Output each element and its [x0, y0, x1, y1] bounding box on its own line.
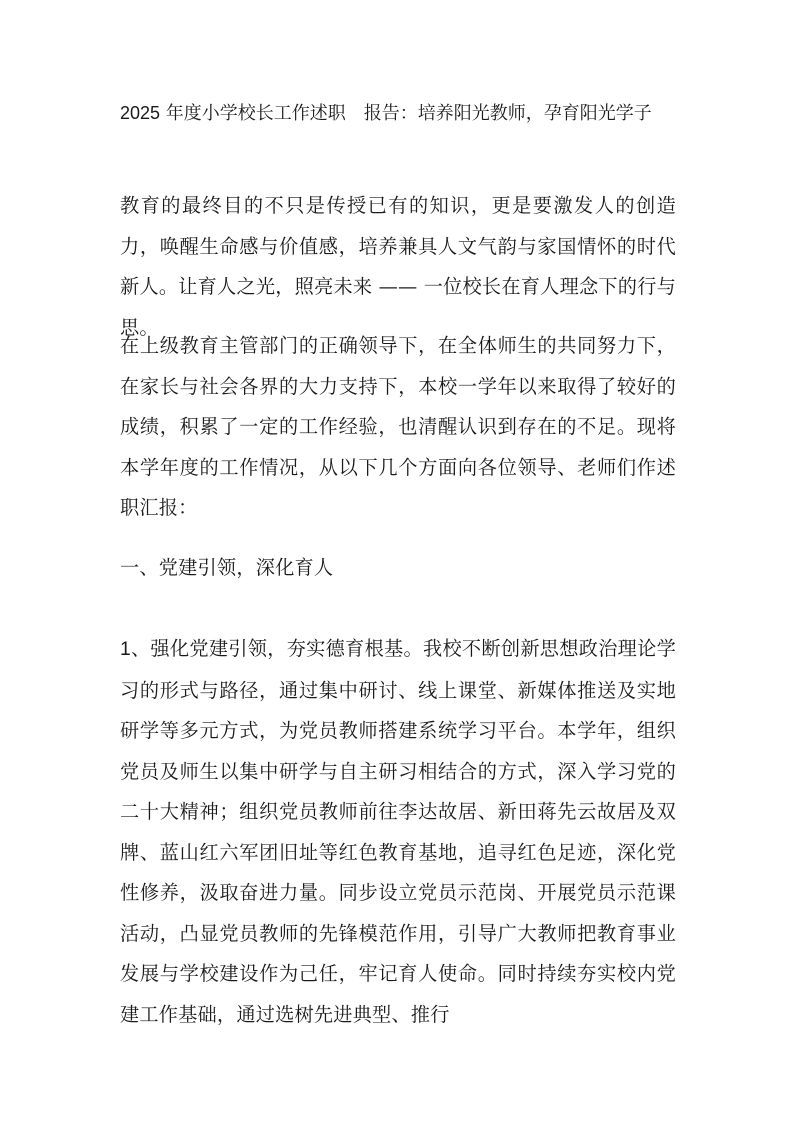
section-1-number: 1	[120, 639, 131, 660]
section-1-paragraph	[120, 629, 676, 1035]
title-year: 2025	[120, 103, 161, 123]
section-1-text: 、强化党建引领，夯实德育根基。我校不断创新思想政治理论学习的形式与路径，通过集中研讨、线上课堂、新媒体推送及实地研学等多元方式，为党员教师搭建系统学习平台。本学年，组织党员及师生以集中研学与自主研习相结合的方式，深入学习党的二十大精神；组织党员教师前往李达故居、新田蒋先云故居及双牌、蓝山红六军团旧址等红色教育基地，追寻红色足迹，深化党性修养，汲取奋进力量。同步设立党员示范岗、开展党员示范课活动，凸显党员教师的先锋模范作用，引导广大教师把教育事业发展与学校建设作为己任，牢记育人使命。同时持续夯实校内党建工作基础，通过选树先进典型、推行	[120, 637, 676, 1026]
intro-paragraph: 教育的最终目的不只是传授已有的知识，更是要激发人的创造力，唤醒生命感与价值感，培养兼具人文气韵与家国情怀的时代新人。让育人之光，照亮未来 —— 一位校长在育人理念下的行与思。	[120, 194, 676, 339]
title-text: 年度小学校长工作述职 报告：培养阳光教师，孕育阳光学子	[160, 103, 652, 124]
document-title	[120, 101, 680, 126]
section-heading: 一、党建引领，深化育人	[120, 556, 334, 579]
overview-paragraph: 在上级教育主管部门的正确领导下，在全体师生的共同努力下，在家长与社会各界的大力支持下，本校一学年以来取得了较好的成绩，积累了一定的工作经验，也清醒认识到存在的不足。现将本学年度的工作情况，从以下几个方面向各位领导、老师们作述职汇报：	[120, 334, 676, 519]
